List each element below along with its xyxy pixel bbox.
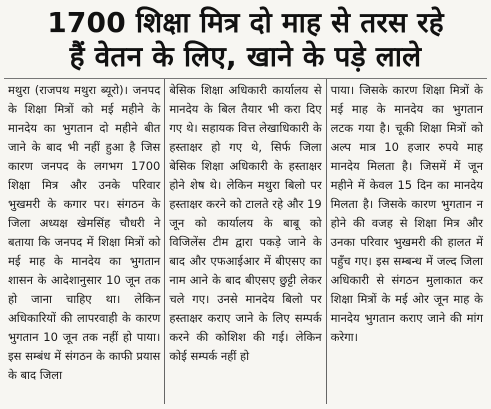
article-column-2 [165, 79, 326, 404]
headline-line-1: 1700 शिक्षा मित्र दो माह से तरस रहे [47, 6, 444, 39]
dateline: मथुरा (राजपथ मथुरा ब्यूरो)। [8, 83, 128, 97]
article-text-2: बेसिक शिक्षा अधिकारी कार्यालय से मानदेय के बिल तैयार भी करा दिए गए थे। सहायक वित्त लेखाधिकारी के हस्ताक्षर हो गए थे, सिर्फ जिला बेसिक शिक्षा अधिकारी के हस्ताक्षर होने शेष थे। लेकिन मथुरा बिलो पर हस्ताक्षर करने को टालते रहे और 19 जून को कार्यालय के बाबू को विजिलेंस टीम द्वारा पकड़े जाने के बाद और एफआईआर में बीएसए का नाम आने के बाद बीएसए छुट्टी लेकर चले गए। उनसे मानदेय बिलो पर हस्ताक्षर कराए जाने के लिए सम्पर्क करने की कोशिश की गई। लेकिन कोई सम्पर्क नहीं हो [169, 83, 322, 363]
article-text-1: जनपद के शिक्षा मित्रों को मई महीने के मानदेय का भुगतान दो महीने बीत जाने के बाद भी नहीं हुआ है जिस कारण जनपद के लगभग 1700 शिक्षा मित्र और उनके परिवार भुखमरी के कगार पर। संगठन के जिला अध्यक्ष खेमसिंह चौधरी ने बताया कि जनपद में शिक्षा मित्रों को मई माह के मानदेय का भुगतान शासन के आदेशानुसार 10 जून तक हो जाना चाहिए था। लेकिन अधिकारियों की लापरवाही के कारण भुगतान 10 जून तक नहीं हो पाया। इस सम्बंध में संगठन के काफी प्रयास के बाद जिला [8, 83, 161, 382]
article-paragraph-1 [8, 81, 160, 385]
article-column-3 [327, 79, 487, 404]
article-columns [4, 78, 487, 404]
headline [4, 6, 487, 74]
article-text-3: पाया। जिसके कारण शिक्षा मित्रों के मई माह के मानदेय का भुगतान लटक गया है। चूकी शिक्षा मित्रों को अल्प मात्र 10 हजार रुपये माह मानदेय मिलता है। जिसमें में जून महीने में केवल 15 दिन का मानदेय मिलता है। जिसके कारण भुगतान न होने की वजह से शिक्षा मित्र और उनका परिवार भुखमरी की हालत में पहुँच गए। इस सम्बन्ध में जल्द जिला अधिकारी से संगठन मुलाकात कर शिक्षा मित्रों के मई ओर जून माह के मानदेय भुगतान कराए जाने की मांग करेगा। [330, 83, 483, 344]
article-column-1 [4, 79, 165, 404]
headline-line-2: हैं वेतन के लिए, खाने के पड़े लाले [69, 40, 422, 73]
